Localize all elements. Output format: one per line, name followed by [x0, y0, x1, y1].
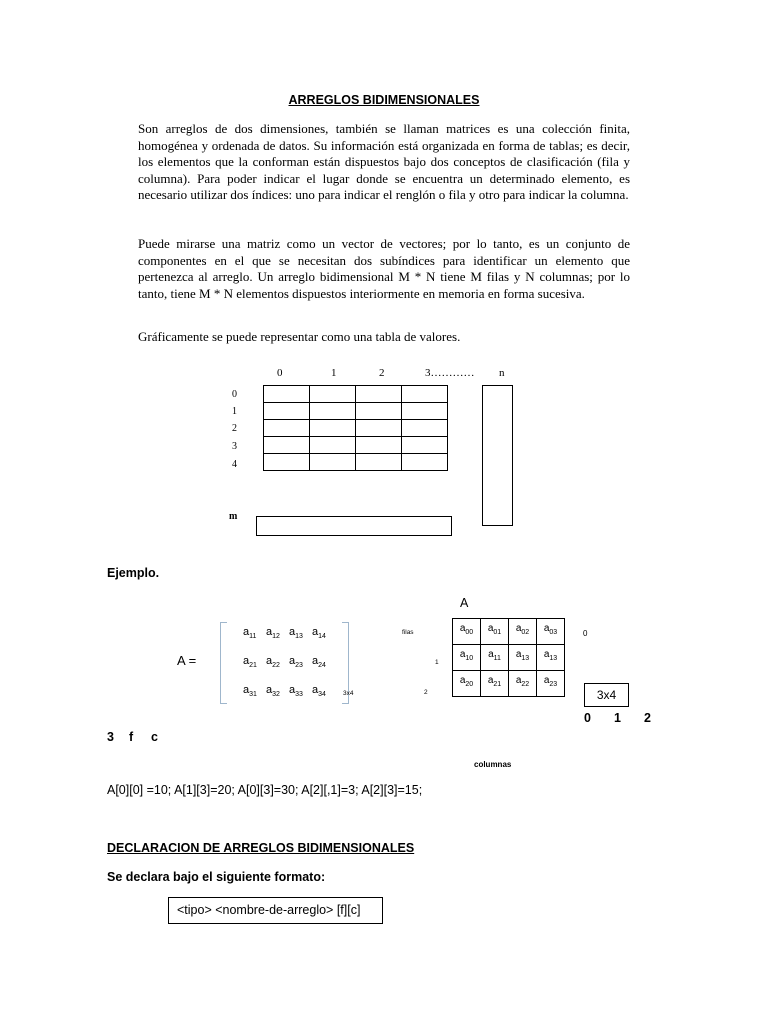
- matrix-dims-label: 3x4: [343, 690, 354, 697]
- row-header: 3: [232, 441, 237, 452]
- indexed-matrix-grid: $a_{00}$ $a_{01}$ $a_{02}$ $a_{03}$ $a_{10}$ $a_{11}$ $a_{13}$ $a_{13}$ $a_{20}$ $a_{21}$ $a_{22}$ $a_{23}$: [452, 618, 565, 697]
- column-header: n: [499, 367, 505, 379]
- matrix-row: $a_{21}$ $a_{22}$ $a_{23}$ $a_{24}$: [243, 655, 326, 670]
- row-header: 2: [232, 423, 237, 434]
- paragraph-graphic-intro: Gráficamente se puede representar como una tabla de valores.: [138, 329, 461, 344]
- row-index-label: 2: [424, 689, 428, 696]
- column-zero-label: 0: [583, 629, 588, 638]
- column-index: 0: [584, 711, 591, 725]
- matrix-a-label: A: [460, 596, 469, 610]
- dims-box: 3x4: [584, 683, 629, 707]
- column-header: 1: [331, 367, 337, 379]
- page-title: ARREGLOS BIDIMENSIONALES: [288, 93, 480, 107]
- column-header: 3…………: [425, 367, 475, 379]
- column-index: 2: [644, 711, 651, 725]
- matrix-equals-label: A =: [177, 653, 197, 668]
- row-header: 0: [232, 389, 237, 400]
- paragraph-definition: Son arreglos de dos dimensiones, también se llaman matrices es una colección finita, homogénea y ordenada de datos. Su información está organizada en forma de tablas; es decir, los elementos que la conforman están dispuestos bajo dos conceptos de clasificación (fila y columna). Para poder indicar el lugar donde se encuentra un determinado elemento, es necesario utilizar dos índices: uno para indicar el renglón o fila y otro para indicar la columna.: [138, 121, 630, 203]
- matrix-row: $a_{31}$ $a_{32}$ $a_{33}$ $a_{34}$: [243, 684, 326, 699]
- column-index-labels: [584, 711, 674, 725]
- c-label: c: [151, 730, 158, 744]
- columnas-label: columnas: [474, 760, 512, 769]
- row-m-box: [256, 516, 452, 536]
- declaration-intro: Se declara bajo el siguiente formato:: [107, 870, 326, 884]
- column-header: 0: [277, 367, 283, 379]
- size-f-c-labels: [107, 730, 173, 744]
- matrix-row: $a_{11}$ $a_{12}$ $a_{13}$ $a_{14}$: [243, 626, 326, 641]
- size-label: 3: [107, 730, 114, 744]
- matrix-diagram-grid: [263, 385, 448, 471]
- matrix-left-bracket: [220, 622, 227, 704]
- example-heading: Ejemplo.: [107, 566, 160, 580]
- filas-label: filas: [402, 629, 414, 636]
- row-index-label: 1: [435, 659, 439, 666]
- declaration-heading: DECLARACION DE ARREGLOS BIDIMENSIONALES: [107, 841, 415, 855]
- row-m-label: m: [229, 511, 238, 522]
- column-index: 1: [614, 711, 621, 725]
- declaration-format-box: <tipo> <nombre-de-arreglo> [f][c]: [168, 897, 383, 924]
- row-header: 1: [232, 406, 237, 417]
- row-header: 4: [232, 459, 237, 470]
- column-header: 2: [379, 367, 385, 379]
- paragraph-vector-of-vectors: Puede mirarse una matriz como un vector de vectores; por lo tanto, es un conjunto de componentes en el que se necesitan dos subíndices para identificar un elemento que pertenezca al arreglo. Un arreglo bidimensional M * N tiene M filas y N columnas; por lo tanto, tiene M * N elementos dispuestos interiormente en memoria en forma sucesiva.: [138, 236, 630, 301]
- column-n-box: [482, 385, 513, 526]
- assignment-examples: A[0][0] =10; A[1][3]=20; A[0][3]=30; A[2][,1]=3; A[2][3]=15;: [107, 783, 423, 797]
- f-label: f: [129, 730, 134, 744]
